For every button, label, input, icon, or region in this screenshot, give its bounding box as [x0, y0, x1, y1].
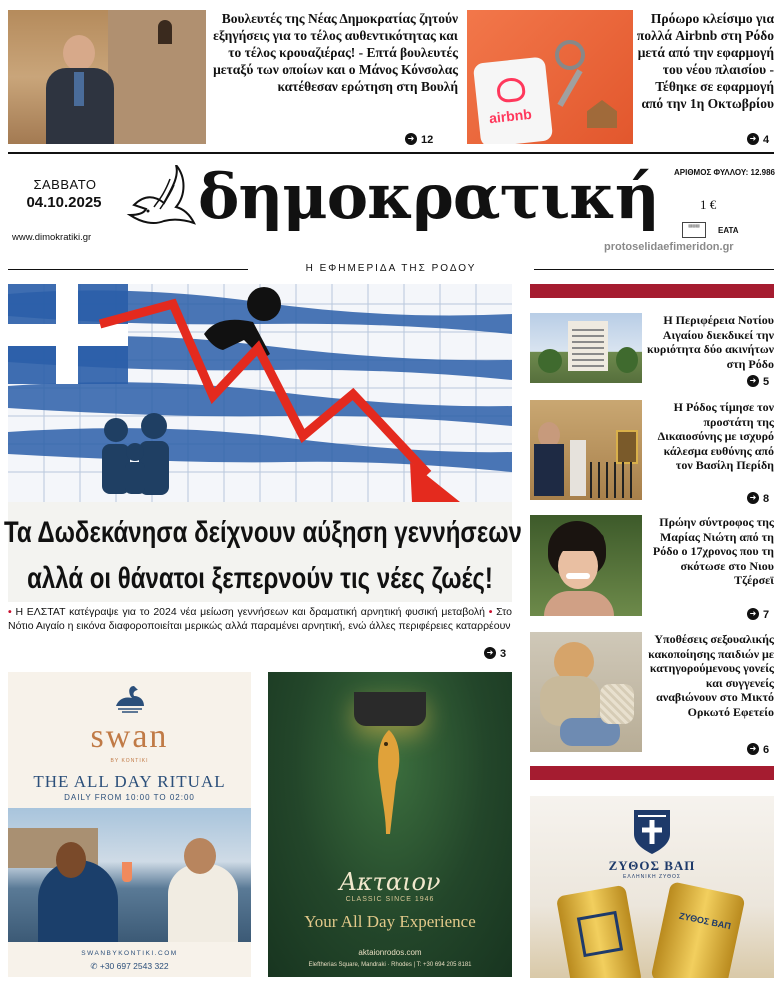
watermark: protoselidaefimeridon.gr	[604, 241, 734, 253]
lead-headline-line1[interactable]: Τα Δωδεκάνησα δείχνουν αύξηση γεννήσεων	[4, 516, 522, 549]
aktaion-ad[interactable]	[268, 672, 512, 977]
rc-item-2-photo[interactable]	[530, 400, 642, 500]
swan-ad[interactable]	[8, 672, 251, 977]
phone-icon: ✆	[90, 961, 98, 971]
lead-headline-line2[interactable]: αλλά οι θάνατοι ξεπερνούν τις νέες ζωές!	[27, 562, 493, 595]
aktaion-brand: Ακταιον	[339, 868, 441, 896]
tagline: Η ΕΦΗΜΕΡΙΔΑ ΤΗΣ ΡΟΔΟΥ	[305, 263, 477, 274]
teaser-2-page[interactable]: ➜ 4	[747, 130, 769, 148]
rc-item-4-text[interactable]: Υποθέσεις σεξουαλικής κακοποίησης παιδιών με κατηγορούμενους γονείς και συγγενείς αναβιώνουν στο Μικτό Ορκωτό Εφετείο	[648, 632, 774, 719]
aktaion-slogan: Your All Day Experience	[304, 912, 476, 931]
lead-deck-part1: Η ΕΛΣΤΑΤ κατέγραψε για το 2024 νέα μείωση γεννήσεων και δραματική αρνητική φυσική μεταβολή	[15, 606, 485, 618]
lead-deck-part2: Στο Νότιο Αιγαίο η εικόνα διαφοροποιείται μερικώς αλλά παραμένει αρνητική, ενώ άλλες περιφέρειες καταρρέουν	[8, 606, 512, 632]
arrow-icon: ➜	[484, 647, 496, 659]
zythos-sub: ΕΛΛΗΝΙΚΗ ΖΥΘΟΣ	[623, 874, 681, 880]
aktaion-since: CLASSIC SINCE 1946	[345, 896, 435, 903]
arrow-icon: ➜	[405, 133, 417, 145]
bullet-icon: •	[488, 606, 493, 618]
swan-slogan: THE ALL DAY RITUAL	[33, 772, 226, 791]
teaser-1-page[interactable]: ➜ 12	[405, 130, 433, 148]
arrow-icon: ➜	[747, 492, 759, 504]
rc-item-3-page[interactable]: ➜ 7	[747, 605, 769, 623]
zythos-can-label: ΖΥΘΟΣ ΒΑΠ	[678, 910, 732, 932]
zythos-shield-icon	[632, 808, 672, 854]
rc-item-2-text[interactable]: Η Ρόδος τίμησε τον προστάτη της Δικαιοσύνης με ισχυρό κάλεσμα ευθύνης από τον Βασίλη Περίδη	[657, 400, 774, 472]
arrow-icon: ➜	[747, 743, 759, 755]
lead-page[interactable]: ➜ 3	[484, 644, 506, 662]
parrot-lamp-icon	[374, 730, 404, 834]
masthead-title[interactable]: δημοκρατική	[198, 160, 659, 233]
lead-deck[interactable]	[8, 606, 512, 633]
aktaion-address: Eleftherias Square, Mandraki · Rhodes | T: +30 694 205 8181	[308, 962, 472, 968]
masthead-day: ΣΑΒΒΑΤΟ	[33, 177, 97, 192]
teaser-1-photo[interactable]	[8, 10, 206, 144]
zythos-brand: ΖΥΘΟΣ ΒΑΠ	[608, 858, 696, 873]
teaser-1-text[interactable]: Βουλευτές της Νέας Δημοκρατίας ζητούν εξηγήσεις για το τέλος αυθεντικότητας και το τέλος κρουαζιέρας! - Επτά βουλευτές μεταξύ των οποίων και ο Μάνος Κόνσολας κατέθεσαν ερώτηση στη Βουλή	[213, 11, 458, 94]
rc-item-4-page[interactable]: ➜ 6	[747, 740, 769, 758]
swan-phone-row	[8, 961, 251, 972]
rc-item-3-photo[interactable]	[530, 515, 642, 616]
rc-item-1-page[interactable]: ➜ 5	[747, 372, 769, 390]
tagline-rule-right	[534, 269, 774, 270]
arrow-icon: ➜	[747, 133, 759, 145]
bullet-icon: •	[8, 606, 12, 618]
swan-phone: +30 697 2543 322	[99, 961, 169, 971]
right-column-top-bar	[530, 284, 774, 298]
masthead-price: 1 €	[700, 197, 717, 212]
registry-seal-icon: ▤▤▤	[682, 222, 706, 238]
eata-logo: ΕΑΤΑ	[718, 226, 739, 235]
arrow-icon: ➜	[747, 608, 759, 620]
zythos-ad[interactable]	[530, 796, 774, 978]
swan-photo	[8, 808, 251, 942]
teaser-2-text[interactable]: Πρόωρο κλείσιμο για πολλά Airbnb στη Ρόδο μετά από την εφαρμογή του νέου πλαισίου - Τέθηκε σε εφαρμογή από την 1η Οκτωβρίου	[636, 11, 774, 111]
rc-item-4-photo[interactable]	[530, 632, 642, 752]
airbnb-icon: airbnb	[488, 105, 533, 127]
rc-item-1-text[interactable]: Η Περιφέρεια Νοτίου Αιγαίου διεκδικεί την κυριότητα δύο ακινήτων στη Ρόδο	[647, 313, 774, 371]
masthead-url[interactable]: www.dimokratiki.gr	[12, 232, 92, 243]
teaser-2-photo[interactable]	[467, 10, 633, 144]
rc-item-3-text[interactable]: Πρώην σύντροφος της Μαρίας Νιώτη από τη Ρόδο ο 17χρονος που τη σκότωσε στο Νιου Τζέρσεϊ	[652, 515, 774, 587]
swan-sub: BY KONTIKI	[110, 758, 149, 764]
swan-web: SWANBYKONTIKI.COM	[81, 950, 178, 957]
arrow-icon: ➜	[747, 375, 759, 387]
masthead-issue: ΑΡΙΘΜΟΣ ΦΥΛΛΟΥ: 12.986	[674, 168, 775, 177]
right-column-bottom-bar	[530, 766, 774, 780]
rc-item-2-page[interactable]: ➜ 8	[747, 489, 769, 507]
lead-photo[interactable]	[8, 284, 512, 502]
masthead-date: 04.10.2025	[26, 194, 102, 211]
swan-icon	[114, 682, 146, 714]
swan-brand: swan	[90, 718, 169, 755]
top-rule	[8, 152, 774, 154]
aktaion-web: aktaionrodos.com	[358, 948, 422, 957]
dove-logo-icon	[124, 165, 196, 235]
swan-hours: DAILY FROM 10:00 TO 02:00	[64, 793, 195, 802]
tagline-rule-left	[8, 269, 248, 270]
rc-item-1-photo[interactable]	[530, 313, 642, 383]
